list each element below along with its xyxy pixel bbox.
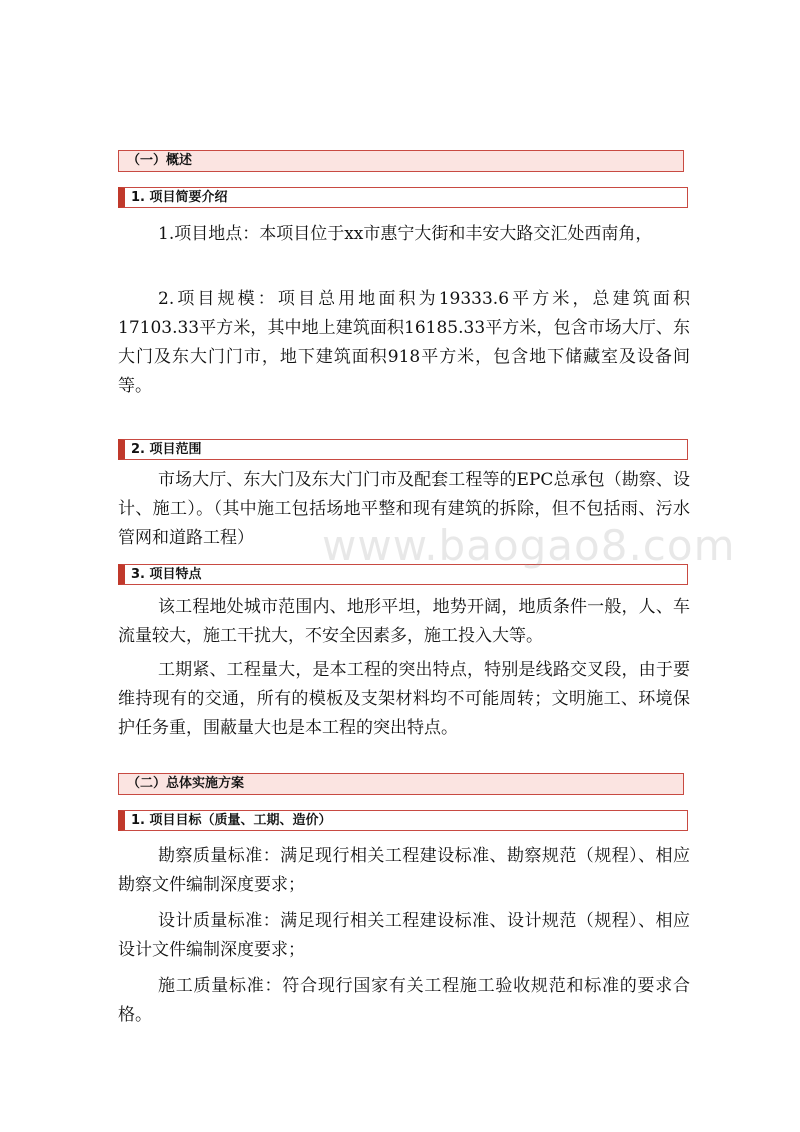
paragraph-scale: 2.项目规模：项目总用地面积为19333.6平方米，总建筑面积17103.33平方米，其中地上建筑面积16185.33平方米，包含市场大厅、东大门及东大门门市，地下建筑面积918平方米，包含地下储藏室及设备间等。 xyxy=(118,289,690,396)
paragraph-construction-quality: 施工质量标准：符合现行国家有关工程施工验收规范和标准的要求合格。 xyxy=(118,976,690,1025)
watermark: www.baogao8.com xyxy=(322,521,736,570)
paragraph-survey-quality: 勘察质量标准：满足现行相关工程建设标准、勘察规范（规程）、相应勘察文件编制深度要求； xyxy=(118,846,690,895)
paragraph-location: 1.项目地点：本项目位于xx市惠宁大街和丰安大路交汇处西南角， xyxy=(158,224,653,244)
paragraph-scope: 市场大厅、东大门及东大门门市及配套工程等的EPC总承包（勘察、设计、施工）。（其中施工包括场地平整和现有建筑的拆除，但不包括雨、污水管网和道路工程） xyxy=(118,470,690,548)
section-heading-plan: （二）总体实施方案 xyxy=(118,773,684,795)
paragraph-features-1: 该工程地处城市范围内、地形平坦，地势开阔，地质条件一般，人、车流量较大，施工干扰大，不安全因素多，施工投入大等。 xyxy=(118,597,690,646)
paragraph-design-quality: 设计质量标准：满足现行相关工程建设标准、设计规范（规程）、相应设计文件编制深度要求； xyxy=(118,911,690,960)
subsection-heading-goals: 1. 项目目标（质量、工期、造价） xyxy=(118,810,688,831)
paragraph-features-2: 工期紧、工程量大，是本工程的突出特点，特别是线路交叉段，由于要维持现有的交通，所有的模板及支架材料均不可能周转；文明施工、环境保护任务重，围蔽量大也是本工程的突出特点。 xyxy=(118,660,690,738)
subsection-heading-scope: 2. 项目范围 xyxy=(118,439,688,460)
subsection-heading-intro: 1. 项目简要介绍 xyxy=(118,187,688,208)
section-heading-overview: （一）概述 xyxy=(118,150,684,172)
subsection-heading-features: 3. 项目特点 xyxy=(118,564,688,585)
